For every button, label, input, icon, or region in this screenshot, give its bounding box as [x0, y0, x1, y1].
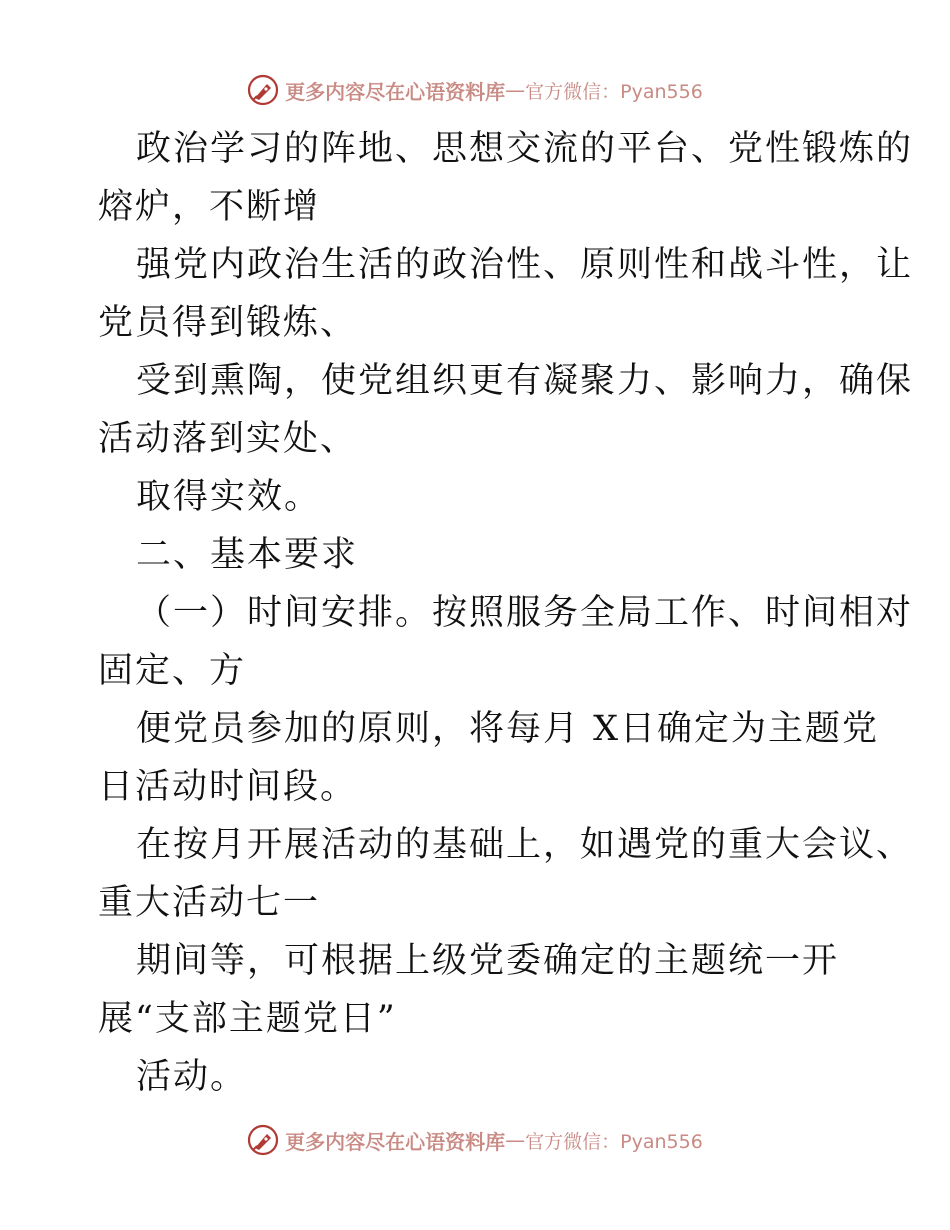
document-body — [98, 120, 914, 1106]
header-wechat-text: 官方微信：Pyan556 — [525, 80, 703, 103]
text-line: 期间等，可根据上级党委确定的主题统一开 — [136, 941, 840, 981]
text-line: 便党员参加的原则，将每月 X日确定为主题党 — [136, 709, 880, 749]
footer-site-text: 更多内容尽在心语资料库 — [285, 1129, 506, 1154]
text-line: 受到熏陶，使党组织更有凝聚力、影响力，确保 — [136, 361, 914, 401]
footer-separator: — — [505, 1128, 526, 1152]
text-line: （一）时间安排。按照服务全局工作、时间相对 — [136, 593, 914, 633]
text-line: 活动。 — [136, 1057, 248, 1097]
pen-nib-logo-icon — [247, 1124, 279, 1156]
text-line: 取得实效。 — [136, 477, 322, 517]
header-site-text: 更多内容尽在心语资料库 — [285, 79, 506, 104]
text-line: 在按月开展活动的基础上，如遇党的重大会议、 — [136, 825, 914, 865]
text-line: 固定、方 — [98, 651, 247, 691]
text-line: 政治学习的阵地、思想交流的平台、党性锻炼的 — [136, 129, 914, 169]
text-line: 重大活动七一 — [98, 883, 321, 923]
text-line: 熔炉，不断增 — [98, 187, 321, 227]
footer-wechat-text: 官方微信：Pyan556 — [525, 1130, 703, 1153]
pen-nib-logo-icon — [247, 74, 279, 106]
section-heading: 二、基本要求 — [136, 535, 359, 575]
text-line: 党员得到锻炼、 — [98, 303, 358, 343]
footer-watermark — [0, 1120, 950, 1160]
text-line: 展“支部主题党日” — [98, 999, 397, 1039]
text-line: 活动落到实处、 — [98, 419, 358, 459]
text-line: 强党内政治生活的政治性、原则性和战斗性，让 — [136, 245, 914, 285]
header-separator: — — [505, 78, 526, 102]
header-watermark — [0, 70, 950, 110]
text-line: 日活动时间段。 — [98, 767, 358, 807]
